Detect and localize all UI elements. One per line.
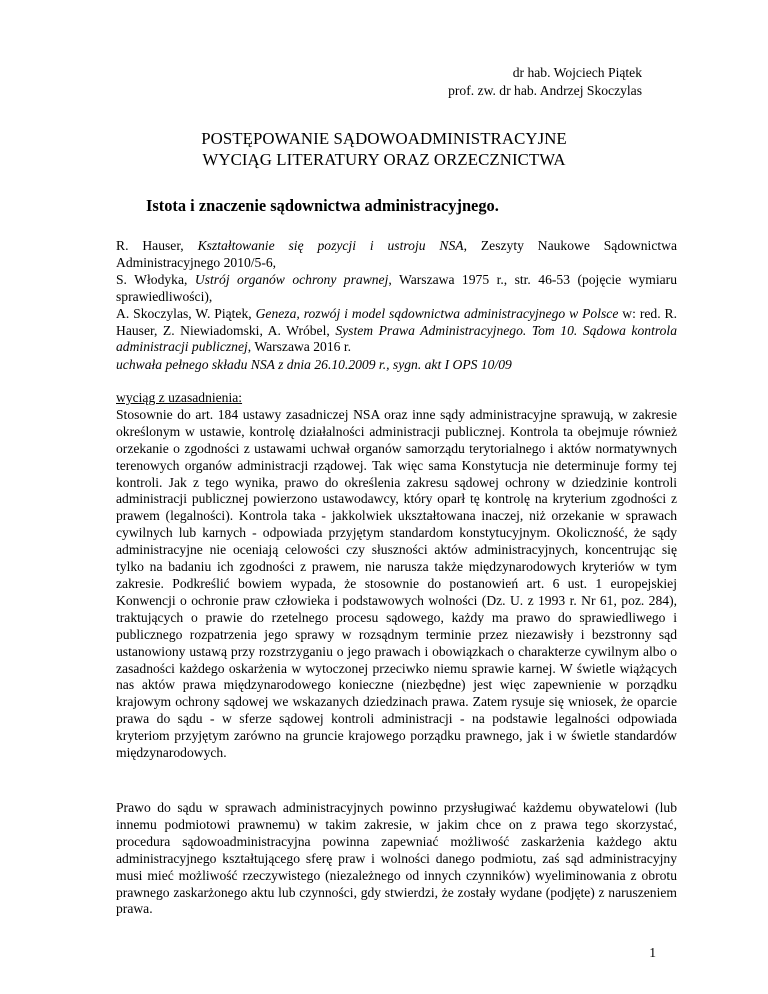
title-line: WYCIĄG LITERATURY ORAZ ORZECZNICTWA: [202, 150, 566, 169]
reference-details: , Warszawa 2016 r.: [247, 339, 352, 355]
reference-authors: S. Włodyka,: [116, 271, 195, 287]
reference-title: Ustrój organów ochrony prawnej: [194, 271, 389, 287]
reference-title: Geneza, rozwój i model sądownictwa administracyjnego w Polsce: [255, 305, 619, 321]
author-line: dr hab. Wojciech Piątek: [512, 65, 642, 80]
reference-authors: R. Hauser,: [116, 238, 198, 253]
reference-details: w: red. R. Hauser, Z. Niewiadomski, A. Wróbel,: [116, 305, 677, 338]
reference-authors: A. Skoczylas, W. Piątek,: [116, 305, 256, 321]
reference-title: System Prawa Administracyjnego. Tom 10. Sądowa kontrola administracji publicznej: [116, 322, 677, 355]
author-line: prof. zw. dr hab. Andrzej Skoczylas: [448, 83, 642, 98]
ruling-citation: uchwała pełnego składu NSA z dnia 26.10.2009 r., sygn. akt I OPS 10/09: [116, 357, 512, 372]
excerpt-label: wyciąg z uzasadnienia:: [116, 390, 243, 405]
reference-item: [116, 272, 677, 306]
title-line: POSTĘPOWANIE SĄDOWOADMINISTRACYJNE: [201, 129, 567, 148]
reference-title: Kształtowanie się pozycji i ustroju NSA: [197, 238, 464, 253]
excerpt-section: [116, 390, 677, 762]
body-paragraph: Prawo do sądu w sprawach administracyjnych powinno przysługiwać każdemu obywatelowi (lub innemu podmiotowi prawnemu) w takim zakresie, w jakim chce on z prawa tego skorzystać, procedura sądowoadministracyjna powinna zapewniać możliwość zaskarżenia każdego aktu administracyjnego kształtującego sferę praw i wolności danego podmiotu, zaś sąd administracyjny musi mieć możliwość rzeczywistego (niezależnego od innych czynników) wyeliminowania z obrotu prawnego zaskarżonego aktu lub czynności, gdy stwierdzi, że zostały wydane (podjęte) z naruszeniem prawa.: [116, 800, 677, 917]
reference-details: , Zeszyty Naukowe Sądownictwa Administracyjnego 2010/5-6,: [116, 238, 677, 270]
page-number: 1: [649, 945, 656, 960]
excerpt-paragraph: Stosownie do art. 184 ustawy zasadniczej NSA oraz inne sądy administracyjne sprawują, w zakresie określonym w ustawie, kontrolę działalności administracji publicznej. Kontrola ta obejmuje również orzekanie o zgodności z ustawami uchwał organów samorządu terytorialnego i aktów normatywnych terenowych organów administracji rządowej. Tak więc sama Konstytucja nie determinuje formy tej kontroli. Jak z tego wynika, prawo do określenia zakresu sądowej ochrony w dziedzinie kontroli administracji publicznej powierzono ustawodawcy, który oparł tę kontrolę na kryterium zgodności z prawem (legalności). Kontrola taka - jakkolwiek ukształtowana inaczej, niż orzekanie w sprawach cywilnych lub karnych - odpowiada przyjętym standardom konstytucyjnym. Okoliczność, że sądy administracyjne nie oceniają celowości czy słuszności aktów administracyjnych, koncentrując się tylko na badaniu ich zgodności z prawem, nie narusza także międzynarodowych kryteriów w tym zakresie. Podkreślić bowiem wypada, że stosownie do postanowień art. 6 ust. 1 europejskiej Konwencji o ochronie praw człowieka i podstawowych wolności (Dz. U. z 1993 r. Nr 61, poz. 284), traktujących o prawie do rzetelnego procesu sądowego, każdy ma prawo do sprawiedliwego i publicznego rozpatrzenia jego sprawy w rozsądnym terminie przez niezawisły i bezstronny sąd ustanowiony ustawą przy rozstrzyganiu o jego prawach i obowiązkach o charakterze cywilnym albo o zasadności każdego oskarżenia w wytoczonej przeciwko niemu sprawie karnej. W świetle wiążących nas aktów prawa międzynarodowego konieczne (niezbędne) jest więc zapewnienie w porządku krajowym ochrony sądowej we wskazanych dziedzinach prawa. Zatem rysuje się wniosek, że oparcie prawa do sądu - w sferze sądowej kontroli administracji - na podstawie legalności odpowiada kryteriom przyjętym zarówno na gruncie krajowego porządku prawnego, jak i w świetle standardów międzynarodowych.: [116, 406, 677, 761]
reference-item: [116, 306, 677, 357]
reference-details: , Warszawa 1975 r., str. 46-53 (pojęcie wymiaru sprawiedliwości),: [116, 271, 677, 304]
section-heading: Istota i znaczenie sądownictwa administracyjnego.: [146, 196, 499, 215]
document-title: [0, 128, 768, 170]
reference-item: [116, 238, 677, 272]
references-list: [116, 238, 677, 356]
author-block: [448, 64, 642, 100]
